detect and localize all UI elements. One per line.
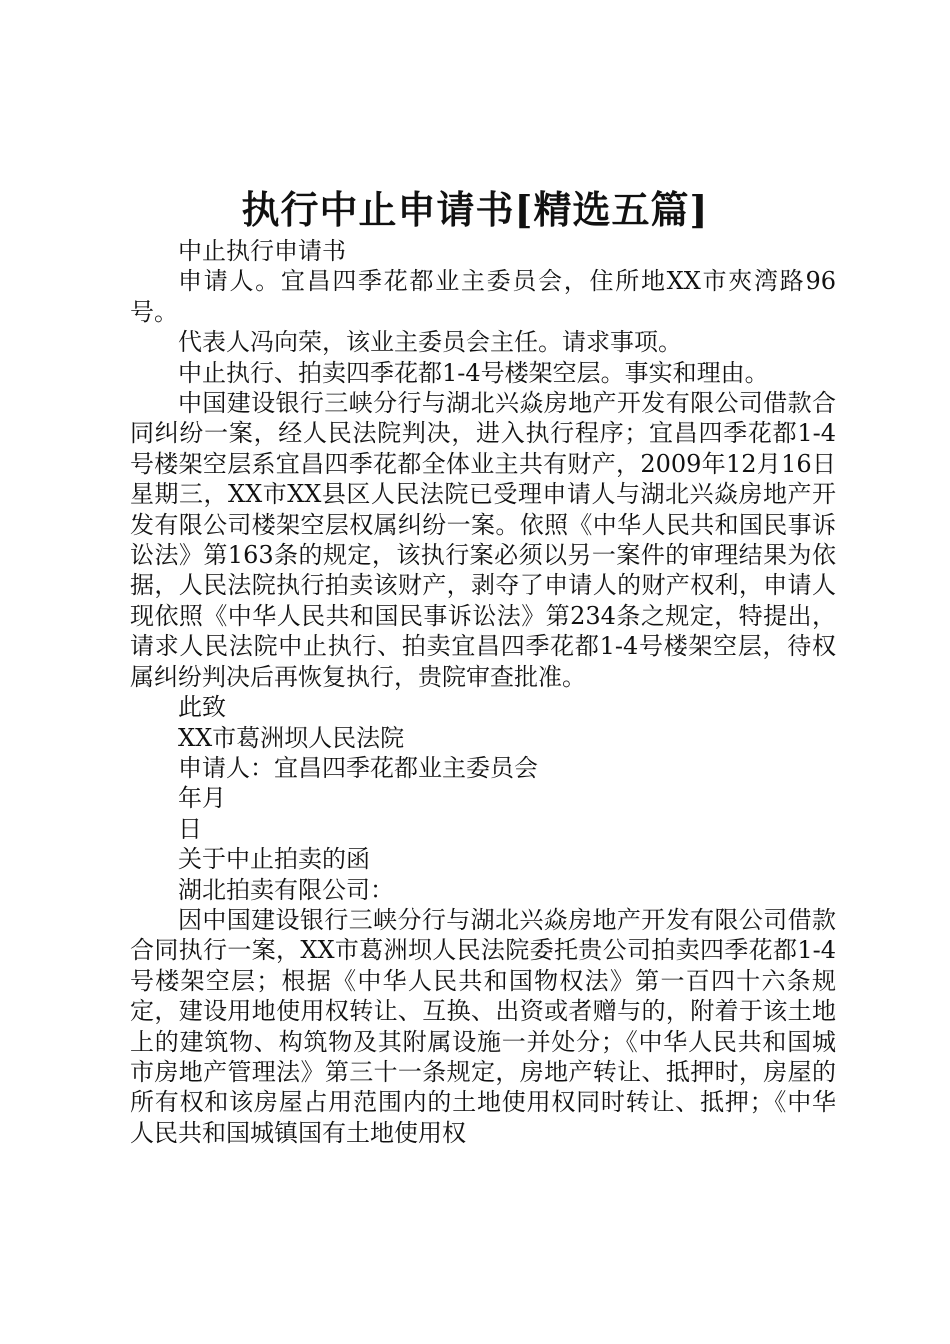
paragraph: XX市葛洲坝人民法院 (178, 723, 405, 752)
document-body (130, 236, 836, 1148)
paragraph: 中止执行、拍卖四季花都1-4号楼架空层。事实和理由。 (178, 358, 769, 387)
paragraph: 因中国建设银行三峡分行与湖北兴焱房地产开发有限公司借款合同执行一案，XX市葛洲坝人民法院委托贵公司拍卖四季花都1-4号楼架空层；根据《中华人民共和国物权法》第一百四十六条规定，建设用地使用权转让、互换、出资或者赠与的，附着于该土地上的建筑物、构筑物及其附属设施一并处分；《中华人民共和国城市房地产管理法》第三十一条规定，房地产转让、抵押时，房屋的所有权和该房屋占用范围内的土地使用权同时转让、抵押；《中华人民共和国城镇国有土地使用权 (130, 905, 836, 1147)
paragraph: 中止执行申请书 (178, 237, 346, 265)
paragraph: 申请人：宜昌四季花都业主委员会 (178, 753, 538, 782)
paragraph: 此致 (178, 693, 226, 722)
paragraph: 湖北拍卖有限公司： (178, 875, 394, 904)
paragraph: 关于中止拍卖的函 (178, 845, 370, 874)
paragraph: 日 (178, 814, 202, 843)
paragraph: 中国建设银行三峡分行与湖北兴焱房地产开发有限公司借款合同纠纷一案，经人民法院判决，进入执行程序；宜昌四季花都1-4号楼架空层系宜昌四季花都全体业主共有财产，2009年12月16日星期三，XX市XX县区人民法院已受理申请人与湖北兴焱房地产开发有限公司楼架空层权属纠纷一案。依照《中华人民共和国民事诉讼法》第163条的规定，该执行案必须以另一案件的审理结果为依据，人民法院执行拍卖该财产，剥夺了申请人的财产权利，申请人现依照《中华人民共和国民事诉讼法》第234条之规定，特提出，请求人民法院中止执行、拍卖宜昌四季花都1-4号楼架空层，待权属纠纷判决后再恢复执行，贵院审查批准。 (130, 389, 836, 691)
document-title: 执行中止申请书[精选五篇] (241, 187, 709, 232)
paragraph: 代表人冯向荣，该业主委员会主任。请求事项。 (178, 328, 682, 357)
paragraph: 申请人。宜昌四季花都业主委员会，住所地XX市夾湾路96号。 (130, 267, 836, 326)
paragraph: 年月 (178, 784, 226, 813)
